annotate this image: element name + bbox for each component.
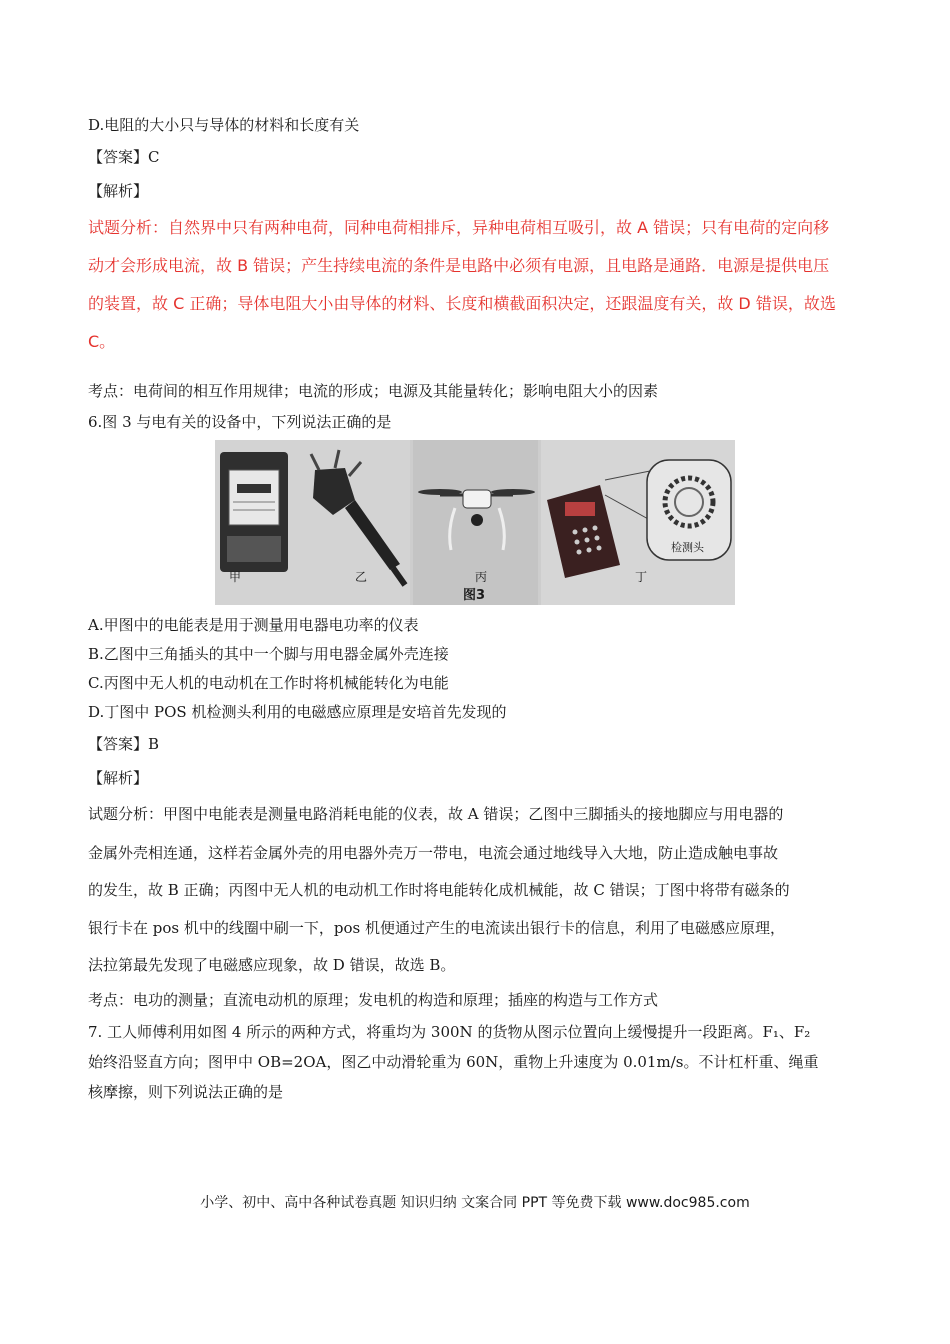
figure-caption: 图3 bbox=[463, 588, 486, 603]
panel-label-bing: 丙 bbox=[475, 570, 488, 584]
panel-label-ding: 丁 bbox=[635, 570, 648, 584]
electric-meter-icon bbox=[220, 452, 288, 572]
q6-analysis-line: 法拉第最先发现了电磁感应现象，故 D 错误，故选 B。 bbox=[88, 956, 456, 974]
q6-option-b: B.乙图中三角插头的其中一个脚与用电器金属外壳连接 bbox=[88, 645, 449, 663]
q5-analysis-label: 【解析】 bbox=[88, 182, 149, 200]
q6-analysis-line: 的发生，故 B 正确；丙图中无人机的电动机工作时将电能转化成机械能，故 C 错误；丁图中将带有磁条的 bbox=[88, 881, 790, 899]
q6-analysis-line: 金属外壳相连通，这样若金属外壳的用电器外壳万一带电，电流会通过地线导入大地，防止造成触电事故 bbox=[88, 844, 779, 862]
q7-line: 始终沿竖直方向；图甲中 OB=2OA，图乙中动滑轮重为 60N，重物上升速度为 0.01m/s。不计杠杆重、绳重 bbox=[88, 1053, 819, 1071]
page-footer: 小学、初中、高中各种试卷真题 知识归纳 文案合同 PPT 等免费下载 www.doc985.com bbox=[200, 1195, 750, 1211]
q6-analysis-line: 银行卡在 pos 机中的线圈中刷一下，pos 机便通过产生的电流读出银行卡的信息，利用了电磁感应原理， bbox=[88, 919, 785, 937]
q5-option-d: D.电阻的大小只与导体的材料和长度有关 bbox=[88, 116, 360, 134]
q6-stem: 6.图 3 与电有关的设备中，下列说法正确的是 bbox=[88, 413, 392, 431]
callout-label: 检测头 bbox=[671, 541, 704, 554]
q6-analysis-line: 试题分析：甲图中电能表是测量电路消耗电能的仪表，故 A 错误；乙图中三脚插头的接地脚应与用电器的 bbox=[88, 805, 784, 823]
q6-answer: 【答案】B bbox=[88, 735, 160, 753]
q5-analysis-line: 动才会形成电流，故 B 错误；产生持续电流的条件是电路中必须有电源，且电路是通路．电源是提供电压 bbox=[88, 256, 830, 275]
panel-label-yi: 乙 bbox=[355, 570, 368, 584]
q7-line: 7. 工人师傅利用如图 4 所示的两种方式，将重均为 300N 的货物从图示位置向上缓慢提升一段距离。F₁、F₂ bbox=[88, 1023, 811, 1041]
q6-analysis-label: 【解析】 bbox=[88, 769, 149, 787]
q6-option-d: D.丁图中 POS 机检测头利用的电磁感应原理是安培首先发现的 bbox=[88, 703, 507, 721]
q5-analysis-line: 的装置，故 C 正确；导体电阻大小由导体的材料、长度和横截面积决定，还跟温度有关，故 D 错误，故选 bbox=[88, 294, 836, 313]
q5-analysis-line: C。 bbox=[88, 332, 116, 351]
q6-option-c: C.丙图中无人机的电动机在工作时将机械能转化为电能 bbox=[88, 674, 449, 692]
panel-label-jia: 甲 bbox=[229, 570, 242, 584]
q7-line: 核摩擦，则下列说法正确的是 bbox=[88, 1083, 284, 1101]
q5-analysis-line: 试题分析：自然界中只有两种电荷，同种电荷相排斥，异种电荷相互吸引，故 A 错误；只有电荷的定向移 bbox=[88, 218, 830, 237]
q6-kaodian: 考点：电功的测量；直流电动机的原理；发电机的构造和原理；插座的构造与工作方式 bbox=[88, 991, 659, 1009]
q5-kaodian: 考点：电荷间的相互作用规律；电流的形成；电源及其能量转化；影响电阻大小的因素 bbox=[88, 382, 659, 400]
q5-answer: 【答案】C bbox=[88, 148, 160, 166]
figure-3 bbox=[215, 440, 735, 605]
q6-option-a: A.甲图中的电能表是用于测量用电器电功率的仪表 bbox=[88, 616, 419, 634]
